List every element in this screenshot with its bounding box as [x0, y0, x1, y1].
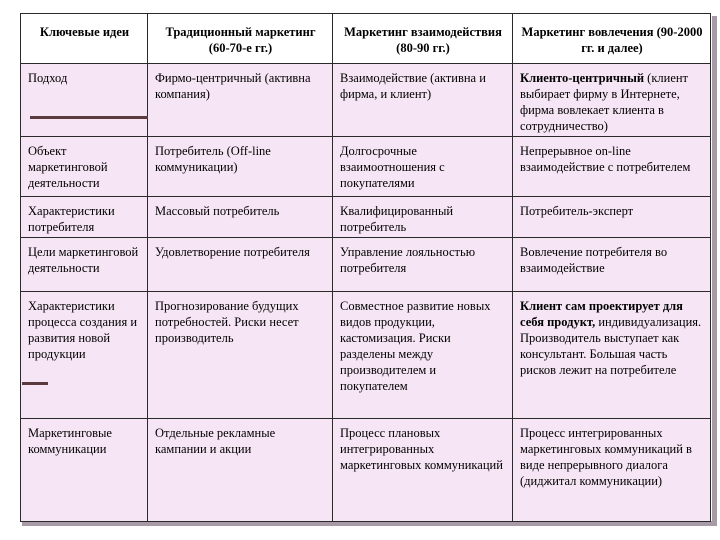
- cell-engagement: Процесс интегрированных маркетинговых коммуникаций в виде непрерывного диалога (диджитал коммуникации): [513, 419, 711, 522]
- comparison-table: [20, 13, 711, 522]
- cell-engagement: Непрерывное on-line взаимодействие с потребителем: [513, 137, 711, 197]
- cell-interaction: Взаимодействие (активна и фирма, и клиент): [333, 64, 513, 137]
- slide-shadow-right: [712, 16, 717, 523]
- row-label: Характеристики потребителя: [21, 197, 148, 238]
- cell-engagement: [513, 64, 711, 137]
- cell-interaction: Совместное развитие новых видов продукции, кастомизация. Риски разделены между производителем и покупателем: [333, 292, 513, 419]
- cell-engagement-bold: Клиент сам проектирует для себя продукт,: [520, 299, 683, 329]
- cell-traditional: Массовый потребитель: [148, 197, 333, 238]
- table-row-goals: [21, 238, 711, 292]
- cell-traditional: Удовлетворение потребителя: [148, 238, 333, 292]
- table-header-row: [21, 14, 711, 64]
- cell-interaction: Процесс плановых интегрированных маркетинговых коммуникаций: [333, 419, 513, 522]
- header-engagement: Маркетинг вовлечения (90-2000 гг. и далее): [513, 14, 711, 64]
- cell-engagement-rest: (клиент выбирает фирму в Интернете, фирма вовлекает клиента в сотрудничество): [520, 71, 689, 133]
- header-interaction: Маркетинг взаимодействия (80-90 гг.): [333, 14, 513, 64]
- decorative-line-top: [30, 116, 148, 119]
- cell-traditional: Фирмо-центричный (активна компания): [148, 64, 333, 137]
- cell-traditional: Отдельные рекламные кампании и акции: [148, 419, 333, 522]
- decorative-line-bottom: [22, 382, 48, 385]
- cell-engagement: Вовлечение потребителя во взаимодействие: [513, 238, 711, 292]
- table-row-communications: [21, 419, 711, 522]
- cell-engagement-bold: Клиенто-центричный: [520, 71, 645, 85]
- cell-traditional: Прогнозирование будущих потребностей. Риски несет производитель: [148, 292, 333, 419]
- header-traditional: Традиционный маркетинг (60-70-е гг.): [148, 14, 333, 64]
- row-label: Цели маркетинговой деятельности: [21, 238, 148, 292]
- row-label: Подход: [21, 64, 148, 137]
- cell-interaction: Управление лояльностью потребителя: [333, 238, 513, 292]
- header-key-ideas: Ключевые идеи: [21, 14, 148, 64]
- cell-traditional: Потребитель (Off-line коммуникации): [148, 137, 333, 197]
- table-row-consumer: [21, 197, 711, 238]
- cell-interaction: Квалифицированный потребитель: [333, 197, 513, 238]
- cell-engagement: Потребитель-эксперт: [513, 197, 711, 238]
- cell-interaction: Долгосрочные взаимоотношения с покупателями: [333, 137, 513, 197]
- row-label: Характеристики процесса создания и развития новой продукции: [21, 292, 148, 419]
- table-row-approach: [21, 64, 711, 137]
- row-label: Маркетинговые коммуникации: [21, 419, 148, 522]
- cell-engagement-rest: индивидуализация. Производитель выступает как консультант. Большая часть рисков лежит на потребителе: [520, 315, 702, 377]
- table-row-object: [21, 137, 711, 197]
- row-label: Объект маркетинговой деятельности: [21, 137, 148, 197]
- cell-engagement: [513, 292, 711, 419]
- table-row-product: [21, 292, 711, 419]
